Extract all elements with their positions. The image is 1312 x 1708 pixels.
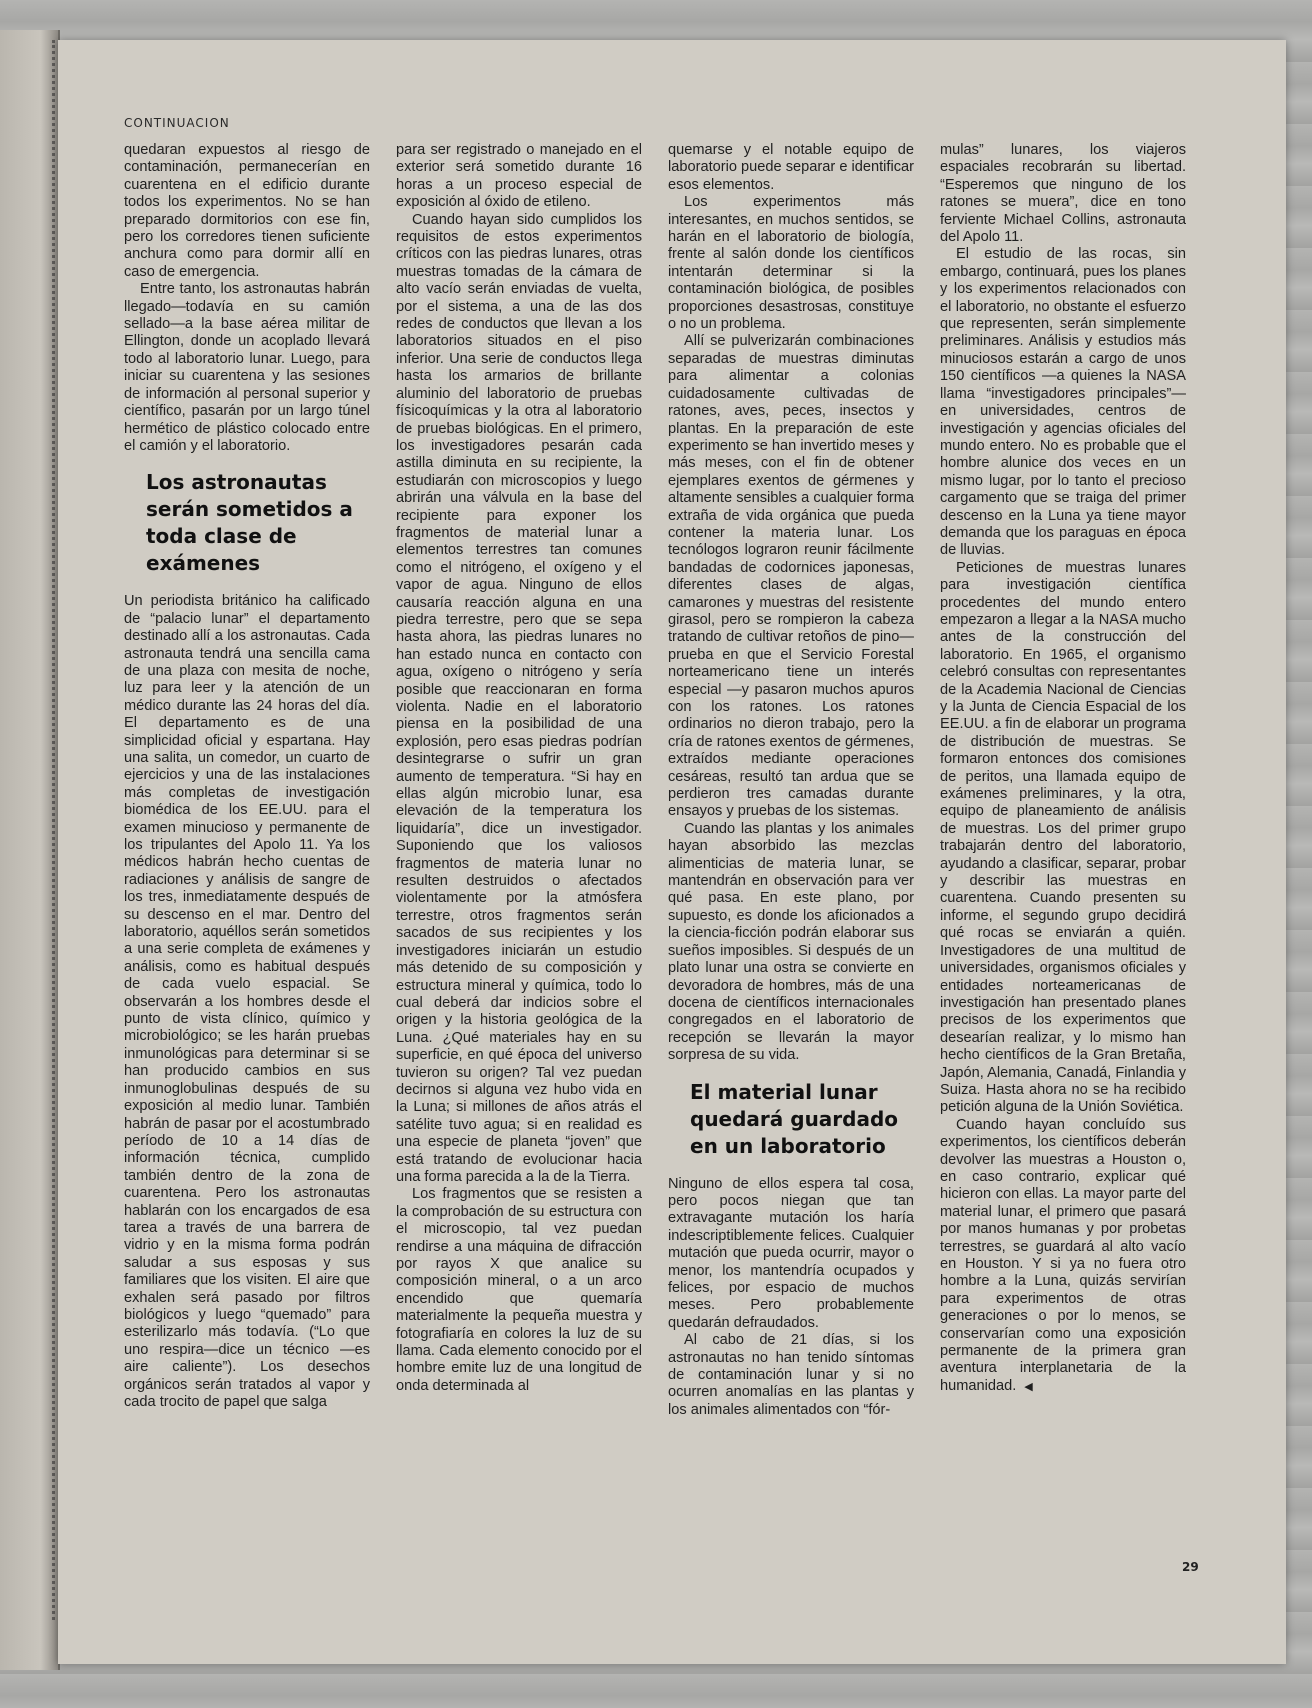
col1-paragraph-3: Un periodista británico ha calificado de “palacio lunar” el departamento destinado allí a los astronautas. Cada astronauta tendrá una sencilla cama de una plaza con mesita de noche, luz para leer y la atención de un médico durante las 24 horas del día. El departamento es de una simplicidad oficial y espartana. Hay una salita, un comedor, un cuarto de ejercicios y una de las instalaciones más completas de investigación biomédica de los EE.UU. para el examen minucioso y permanente de los tripulantes del Apolo 11. Ya los médicos habrán hecho cuentas de radiaciones y análisis de sangre de los tres, inmediatamente después de su descenso en el mar. Dentro del laboratorio, aquéllos serán sometidos a una serie completa de exámenes y análisis, como es habitual después de cada vuelo espacial. Se observarán a los hombres desde el punto de vista clínico, químico y microbiológico; se les harán pruebas inmunológicas para determinar si se han producido cambios en sus inmunoglobulinas después de su exposición al medio lunar. También habrán de pasar por el acostumbrado período de 10 a 14 días de información técnica, cumplido también dentro de la zona de cuarentena. Pero los astronautas hablarán con los encargados de esa tarea a través de una barrera de vidrio y en la misma forma podrán saludar a sus esposas y sus familiares que los visiten. El aire que exhalen será pasado por filtros biológicos y luego “quemado” para esterilizarlo más todavía. (“Lo que uno respira—dice un técnico —es aire caliente”). Los desechos orgánicos serán tratados al vapor y cada trocito de papel que salga xyxy=(124,593,370,1410)
page-number: 29 xyxy=(1182,1560,1199,1574)
col4-paragraph-4-text: Cuando hayan concluído sus experimentos, los científicos deberán devolver las muestras a Houston o, en caso contrario, explicar qué hicieron con ellas. La mayor parte del material lunar, el primero que pasará por manos humanas y por probetas terrestres, se guardará al alto vacío en Houston. Y si ya no fuera otro hombre a la Luna, quizás servirían para experimentos de otras generaciones o por lo menos, se conservarían como una exposición permanente de la primera gran aventura interplanetaria de la humanidad. xyxy=(940,1116,1186,1394)
col2-paragraph-2: Cuando hayan sido cumplidos los requisitos de estos experimentos críticos con las piedras lunares, otras muestras tomadas de la cámara de alto vacío serán enviadas de vuelta, por el sistema, a una de las dos redes de conductos que llevan a los laboratorios situados en el piso inferior. Una serie de conductos llega hasta los armarios de brillante aluminio del laboratorio de pruebas físicoquímicas y la otra al laboratorio de pruebas biológicas. En el primero, los investigadores pesarán cada astilla diminuta en su recipiente, la estudiarán con microscopios y luego abrirán una válvula en la base del recipiente para exponer los fragmentos de material lunar a elementos terrestres tan comunes como el nitrógeno, el oxígeno y el vapor de agua. Ninguno de ellos causaría reacción alguna en una piedra terrestre, pero que se sepa hasta ahora, las piedras lunares no han estado nunca en contacto con agua, oxígeno o nitrógeno y sería posible que reaccionaran en forma violenta. Nadie en el laboratorio piensa en la posibilidad de una explosión, pero esas piedras podrían desintegrarse o sufrir un gran aumento de temperatura. “Si hay en ellas algún microbio lunar, esa elevación de la temperatura los liquidaría”, dice un investigador. Suponiendo que los valiosos fragmentos de materia lunar no resulten destruidos o afectados violentamente por la atmósfera terrestre, otros fragmentos serán sacados de sus recipientes y los investigadores iniciarán un estudio más detenido de su composición y estructura mineral y química, todo lo cual deberá dar indicios sobre el origen y la historia geológica de la Luna. ¿Qué materiales hay en su superficie, en qué época del universo tuvieron su origen? Tal vez puedan decirnos si alguna vez hubo vida en la Luna; si millones de años atrás el satélite tuvo agua; si en realidad es una especie de planeta “joven” que está tratando de evolucionar hacia una forma parecida a la de la Tierra. xyxy=(396,211,642,1185)
col3-paragraph-6: Al cabo de 21 días, si los astronautas no han tenido síntomas de contaminación lunar y si no ocurren anomalías en las plantas y los animales alimentados con “fór- xyxy=(668,1332,914,1418)
running-head: CONTINUACION xyxy=(124,116,230,130)
left-page-edge xyxy=(0,30,60,1670)
col3-paragraph-1: quemarse y el notable equipo de laboratorio puede separar e identificar esos elementos. xyxy=(668,142,914,193)
column-2 xyxy=(396,142,642,1395)
column-3 xyxy=(668,142,914,1419)
col2-paragraph-1: para ser registrado o manejado en el exterior será sometido durante 16 horas a un proceso especial de exposición al óxido de etileno. xyxy=(396,142,642,211)
col3-paragraph-2: Los experimentos más interesantes, en muchos sentidos, se harán en el laboratorio de biología, frente al salón donde los científicos intentarán determinar si la contaminación biológica, de posibles proporciones desastrosas, constituye o no un problema. xyxy=(668,194,914,333)
col4-paragraph-1: mulas” lunares, los viajeros espaciales recobrarán su libertad. “Esperemos que ninguno de los ratones se muera”, dice en tono ferviente Michael Collins, astronauta del Apolo 11. xyxy=(940,142,1186,246)
col4-paragraph-2: El estudio de las rocas, sin embargo, continuará, pues los planes y los experimentos relacionados con el laboratorio, no obstante el esfuerzo que representen, serán simplemente preliminares. Análisis y estudios más minuciosos estarán a cargo de unos 150 científicos —a quienes la NASA llama “investigadores principales”—en universidades, centros de investigación y agencias oficiales del mundo entero. No es probable que el hombre alunice dos veces en un mismo lugar, por lo tanto el precioso cargamento que se traiga del primer descenso en la Luna ya tiene mayor demanda que los paraguas en época de lluvias. xyxy=(940,246,1186,559)
col3-paragraph-5: Ninguno de ellos espera tal cosa, pero pocos niegan que tan extravagante mutación los haría indescriptiblemente felices. Cualquier mutación que pueda ocurrir, mayor o menor, los mantendría ocupados y felices, por espacio de muchos meses. Pero probablemente quedarán defraudados. xyxy=(668,1175,914,1331)
col3-paragraph-4: Cuando las plantas y los animales hayan absorbido las mezclas alimenticias de materia lunar, se mantendrán en observación para ver qué pasa. En este plano, por supuesto, es donde los aficionados a la ciencia-ficción podrán elaborar sus sueños imposibles. Si después de un plato lunar una ostra se convierte en devoradora de hombres, más de una docena de científicos internacionales congregados en el laboratorio de recepción se llevarán la mayor sorpresa de su vida. xyxy=(668,820,914,1064)
column-1 xyxy=(124,142,370,1411)
col4-paragraph-4 xyxy=(940,1117,1186,1397)
subhead-astronautas: Los astronautas serán sometidos a toda clase de exámenes xyxy=(146,470,353,576)
col3-paragraph-3: Allí se pulverizarán combinaciones separadas de muestras diminutas para alimentar a colonias cuidadosamente cultivadas de ratones, aves, peces, insectos y plantas. En la preparación de este experimento se han invertido meses y más meses, con el fin de obtener ejemplares exentos de gérmenes y altamente sensibles a cualquier forma extraña de vida orgánica que pueda contener la materia lunar. Los tecnólogos lograron reunir fácilmente bandadas de codornices japonesas, diferentes clases de algas, camarones y muestras del resistente girasol, pero se rompieron la cabeza tratando de cultivar retoños de pino—prueba en que el Servicio Forestal norteamericano tiene un interés especial —y pasaron muchos apuros con los ratones. Los ratones ordinarios no dieron trabajo, pero la cría de ratones exentos de gérmenes, extraídos mediante operaciones cesáreas, resultó tan ardua que se perdieron tres camadas durante ensayos y pruebas de los sistemas. xyxy=(668,333,914,820)
col4-paragraph-3: Peticiones de muestras lunares para investigación científica procedentes del mundo entero empezaron a llegar a la NASA mucho antes de la construcción del laboratorio. En 1965, el organismo celebró consultas con representantes de la Academia Nacional de Ciencias y la Junta de Ciencia Espacial de los EE.UU. a fin de elaborar un programa de distribución de muestras. Se formaron entonces dos comisiones de peritos, una llamada equipo de exámenes preliminares, y la otra, equipo de planeamiento de análisis de muestras. Los del primer grupo trabajarán dentro del laboratorio, ayudando a clasificar, separar, probar y describir las muestras en cuarentena. Cuando presenten su informe, el segundo grupo decidirá qué rocas se enviarán a quién. Investigadores de una multitud de universidades, organismos oficiales y entidades norteamericanas de investigación han presentado planes precisos de los experimentos que desearían realizar, y lo mismo han hecho científicos de la Gran Bretaña, Japón, Alemania, Canadá, Finlandia y Suiza. Hasta ahora no se ha recibido petición alguna de la Unión Soviética. xyxy=(940,559,1186,1116)
magazine-page xyxy=(58,40,1286,1664)
col1-paragraph-1: quedaran expuestos al riesgo de contaminación, permanecerían en cuarentena en el edificio durante todos los experimentos. No se han preparado dormitorios con ese fin, pero los corredores tienen suficiente anchura como para dormir allí en caso de emergencia. xyxy=(124,142,370,280)
end-mark-icon: ◀ xyxy=(1024,1380,1033,1393)
col2-paragraph-3: Los fragmentos que se resisten a la comprobación de su estructura con el microscopio, tal vez puedan rendirse a una máquina de difracción por rayos X que analice su composición mineral, o a un arco encendido que quemaría materialmente la pequeña muestra y fotografiaría en colores la luz de su llama. Cada elemento conocido por el hombre emite luz de una longitud de onda determinada al xyxy=(396,1186,642,1394)
column-4 xyxy=(940,142,1186,1396)
subhead-material-lunar: El material lunar quedará guardado en un laboratorio xyxy=(690,1079,899,1158)
staple-binding xyxy=(52,40,59,1620)
col1-paragraph-2: Entre tanto, los astronautas habrán llegado—todavía en su camión sellado—a la base aérea militar de Ellington, donde un acoplado llevará todo al laboratorio lunar. Luego, para iniciar su cuarentena y las sesiones de información al personal superior y científico, pasarán por un largo túnel hermético de plástico colocado entre el camión y el laboratorio. xyxy=(124,281,370,454)
